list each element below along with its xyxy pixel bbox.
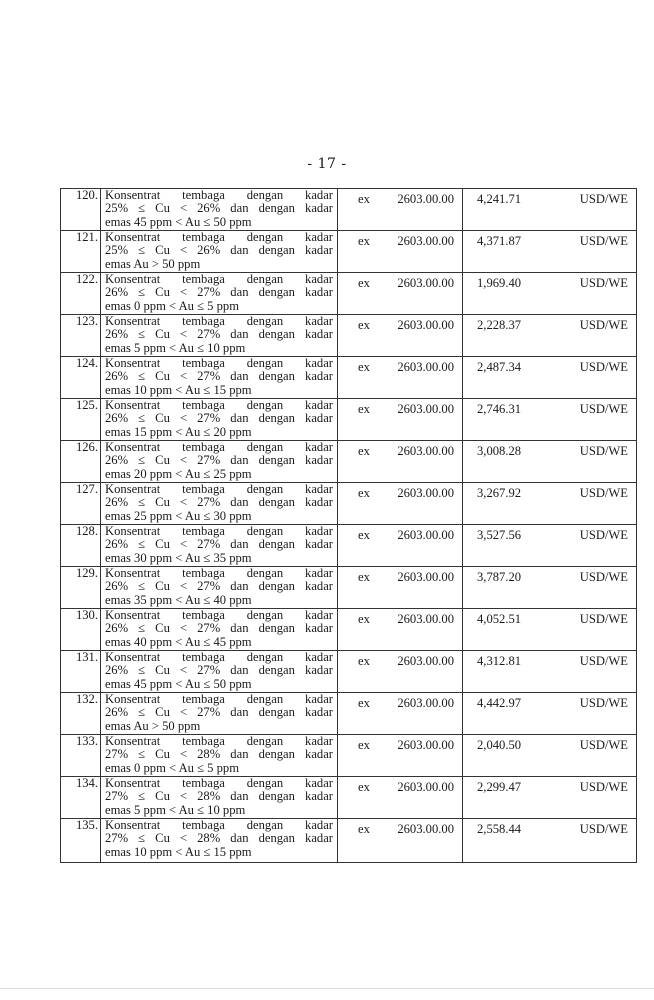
table-row — [61, 651, 637, 693]
hs-code: 2603.00.00 — [397, 192, 454, 206]
row-hs-code-cell — [338, 777, 463, 819]
price-unit: USD/WE — [579, 402, 628, 416]
description-line: 26% ≤ Cu < 27% dan dengan kadar — [105, 537, 333, 552]
row-hs-code-cell — [338, 441, 463, 483]
row-price-cell — [463, 651, 637, 693]
description-line: emas 0 ppm < Au ≤ 5 ppm — [105, 760, 239, 775]
row-number: 131. — [61, 651, 101, 693]
row-price-cell — [463, 777, 637, 819]
row-description — [101, 315, 338, 357]
description-line: Konsentrat tembaga dengan kadar — [105, 566, 333, 580]
row-description — [101, 273, 338, 315]
description-line: emas 15 ppm < Au ≤ 20 ppm — [105, 424, 252, 439]
description-line: Konsentrat tembaga dengan kadar — [105, 482, 333, 496]
description-line: Konsentrat tembaga dengan kadar — [105, 230, 333, 244]
description-line: emas 45 ppm < Au ≤ 50 ppm — [105, 676, 252, 691]
row-price-cell — [463, 315, 637, 357]
row-price-cell — [463, 273, 637, 315]
description-line: Konsentrat tembaga dengan kadar — [105, 608, 333, 622]
table-row — [61, 483, 637, 525]
ex-marker: ex — [358, 444, 370, 458]
price-unit: USD/WE — [579, 276, 628, 290]
hs-code: 2603.00.00 — [397, 528, 454, 542]
ex-marker: ex — [358, 822, 370, 836]
row-description — [101, 525, 338, 567]
description-line: 26% ≤ Cu < 27% dan dengan kadar — [105, 495, 333, 510]
row-number: 132. — [61, 693, 101, 735]
price-unit: USD/WE — [579, 738, 628, 752]
ex-marker: ex — [358, 318, 370, 332]
price-unit: USD/WE — [579, 360, 628, 374]
benchmark-price: 2,299.47 — [477, 780, 522, 794]
table-row — [61, 567, 637, 609]
table-row — [61, 231, 637, 273]
hs-code: 2603.00.00 — [397, 402, 454, 416]
description-line: emas 5 ppm < Au ≤ 10 ppm — [105, 802, 246, 817]
row-price-cell — [463, 525, 637, 567]
row-hs-code-cell — [338, 651, 463, 693]
row-number: 135. — [61, 819, 101, 863]
hs-code: 2603.00.00 — [397, 276, 454, 290]
hs-code: 2603.00.00 — [397, 612, 454, 626]
ex-marker: ex — [358, 696, 370, 710]
description-line: 26% ≤ Cu < 27% dan dengan kadar — [105, 369, 333, 384]
benchmark-price: 3,787.20 — [477, 570, 522, 584]
row-description — [101, 399, 338, 441]
ex-marker: ex — [358, 276, 370, 290]
price-unit: USD/WE — [579, 192, 628, 206]
row-number: 122. — [61, 273, 101, 315]
hs-code: 2603.00.00 — [397, 654, 454, 668]
row-price-cell — [463, 735, 637, 777]
row-hs-code-cell — [338, 273, 463, 315]
hs-code: 2603.00.00 — [397, 318, 454, 332]
row-description — [101, 567, 338, 609]
ex-marker: ex — [358, 360, 370, 374]
description-line: Konsentrat tembaga dengan kadar — [105, 692, 333, 706]
row-number: 120. — [61, 189, 101, 231]
description-line: Konsentrat tembaga dengan kadar — [105, 776, 333, 790]
hs-code: 2603.00.00 — [397, 822, 454, 836]
hs-code: 2603.00.00 — [397, 696, 454, 710]
description-line: 27% ≤ Cu < 28% dan dengan kadar — [105, 831, 333, 846]
benchmark-price: 4,241.71 — [477, 192, 522, 206]
description-line: emas 5 ppm < Au ≤ 10 ppm — [105, 340, 246, 355]
row-description — [101, 777, 338, 819]
row-number: 128. — [61, 525, 101, 567]
description-line: emas Au > 50 ppm — [105, 718, 201, 733]
description-line: Konsentrat tembaga dengan kadar — [105, 440, 333, 454]
row-hs-code-cell — [338, 567, 463, 609]
description-line: 27% ≤ Cu < 28% dan dengan kadar — [105, 747, 333, 762]
benchmark-price: 4,371.87 — [477, 234, 522, 248]
hs-code: 2603.00.00 — [397, 444, 454, 458]
row-hs-code-cell — [338, 609, 463, 651]
ex-marker: ex — [358, 612, 370, 626]
price-unit: USD/WE — [579, 696, 628, 710]
description-line: 25% ≤ Cu < 26% dan dengan kadar — [105, 201, 333, 216]
description-line: 25% ≤ Cu < 26% dan dengan kadar — [105, 243, 333, 258]
row-hs-code-cell — [338, 525, 463, 567]
description-line: 26% ≤ Cu < 27% dan dengan kadar — [105, 621, 333, 636]
benchmark-price: 3,267.92 — [477, 486, 522, 500]
row-number: 133. — [61, 735, 101, 777]
row-number: 134. — [61, 777, 101, 819]
benchmark-price: 1,969.40 — [477, 276, 522, 290]
description-line: Konsentrat tembaga dengan kadar — [105, 356, 333, 370]
table-row — [61, 315, 637, 357]
description-line: Konsentrat tembaga dengan kadar — [105, 818, 333, 832]
price-unit: USD/WE — [579, 570, 628, 584]
ex-marker: ex — [358, 192, 370, 206]
benchmark-price: 2,487.34 — [477, 360, 522, 374]
row-hs-code-cell — [338, 693, 463, 735]
row-hs-code-cell — [338, 357, 463, 399]
row-price-cell — [463, 609, 637, 651]
tariff-table — [60, 188, 637, 863]
hs-code: 2603.00.00 — [397, 234, 454, 248]
description-line: emas Au > 50 ppm — [105, 256, 201, 271]
table-row — [61, 609, 637, 651]
description-line: emas 35 ppm < Au ≤ 40 ppm — [105, 592, 252, 607]
page-number: - 17 - — [307, 156, 347, 172]
price-unit: USD/WE — [579, 234, 628, 248]
table-row — [61, 525, 637, 567]
row-price-cell — [463, 483, 637, 525]
table-row — [61, 693, 637, 735]
ex-marker: ex — [358, 738, 370, 752]
row-number: 130. — [61, 609, 101, 651]
description-line: Konsentrat tembaga dengan kadar — [105, 650, 333, 664]
description-line: 27% ≤ Cu < 28% dan dengan kadar — [105, 789, 333, 804]
row-hs-code-cell — [338, 189, 463, 231]
table-row — [61, 273, 637, 315]
row-description — [101, 819, 338, 863]
row-hs-code-cell — [338, 483, 463, 525]
table-row — [61, 441, 637, 483]
row-price-cell — [463, 357, 637, 399]
row-number: 127. — [61, 483, 101, 525]
page-bottom-rule — [0, 988, 654, 989]
row-price-cell — [463, 189, 637, 231]
ex-marker: ex — [358, 486, 370, 500]
description-line: 26% ≤ Cu < 27% dan dengan kadar — [105, 453, 333, 468]
price-unit: USD/WE — [579, 612, 628, 626]
description-line: Konsentrat tembaga dengan kadar — [105, 314, 333, 328]
ex-marker: ex — [358, 780, 370, 794]
description-line: 26% ≤ Cu < 27% dan dengan kadar — [105, 663, 333, 678]
row-price-cell — [463, 567, 637, 609]
row-number: 126. — [61, 441, 101, 483]
benchmark-price: 4,312.81 — [477, 654, 522, 668]
tariff-table-body — [61, 189, 637, 863]
description-line: Konsentrat tembaga dengan kadar — [105, 272, 333, 286]
hs-code: 2603.00.00 — [397, 570, 454, 584]
description-line: Konsentrat tembaga dengan kadar — [105, 524, 333, 538]
benchmark-price: 2,558.44 — [477, 822, 522, 836]
row-price-cell — [463, 819, 637, 863]
ex-marker: ex — [358, 528, 370, 542]
description-line: 26% ≤ Cu < 27% dan dengan kadar — [105, 579, 333, 594]
benchmark-price: 4,052.51 — [477, 612, 522, 626]
description-line: emas 45 ppm < Au ≤ 50 ppm — [105, 214, 252, 229]
row-hs-code-cell — [338, 315, 463, 357]
benchmark-price: 2,228.37 — [477, 318, 522, 332]
description-line: Konsentrat tembaga dengan kadar — [105, 398, 333, 412]
ex-marker: ex — [358, 570, 370, 584]
benchmark-price: 4,442.97 — [477, 696, 522, 710]
table-row — [61, 399, 637, 441]
description-line: Konsentrat tembaga dengan kadar — [105, 188, 333, 202]
price-unit: USD/WE — [579, 528, 628, 542]
table-row — [61, 357, 637, 399]
description-line: emas 25 ppm < Au ≤ 30 ppm — [105, 508, 252, 523]
row-description — [101, 735, 338, 777]
description-line: emas 20 ppm < Au ≤ 25 ppm — [105, 466, 252, 481]
ex-marker: ex — [358, 234, 370, 248]
benchmark-price: 3,527.56 — [477, 528, 522, 542]
row-description — [101, 693, 338, 735]
table-row — [61, 189, 637, 231]
row-description — [101, 441, 338, 483]
description-line: 26% ≤ Cu < 27% dan dengan kadar — [105, 705, 333, 720]
row-number: 123. — [61, 315, 101, 357]
description-line: 26% ≤ Cu < 27% dan dengan kadar — [105, 327, 333, 342]
price-unit: USD/WE — [579, 780, 628, 794]
row-number: 121. — [61, 231, 101, 273]
row-description — [101, 651, 338, 693]
hs-code: 2603.00.00 — [397, 738, 454, 752]
description-line: 26% ≤ Cu < 27% dan dengan kadar — [105, 285, 333, 300]
row-hs-code-cell — [338, 735, 463, 777]
row-description — [101, 357, 338, 399]
row-hs-code-cell — [338, 399, 463, 441]
table-row — [61, 819, 637, 863]
row-price-cell — [463, 231, 637, 273]
price-unit: USD/WE — [579, 822, 628, 836]
row-price-cell — [463, 693, 637, 735]
row-price-cell — [463, 399, 637, 441]
benchmark-price: 3,008.28 — [477, 444, 522, 458]
price-unit: USD/WE — [579, 654, 628, 668]
row-hs-code-cell — [338, 231, 463, 273]
row-description — [101, 609, 338, 651]
row-hs-code-cell — [338, 819, 463, 863]
description-line: emas 10 ppm < Au ≤ 15 ppm — [105, 844, 252, 859]
row-description — [101, 189, 338, 231]
price-unit: USD/WE — [579, 486, 628, 500]
description-line: 26% ≤ Cu < 27% dan dengan kadar — [105, 411, 333, 426]
row-number: 124. — [61, 357, 101, 399]
price-unit: USD/WE — [579, 318, 628, 332]
hs-code: 2603.00.00 — [397, 360, 454, 374]
price-unit: USD/WE — [579, 444, 628, 458]
description-line: emas 0 ppm < Au ≤ 5 ppm — [105, 298, 239, 313]
row-number: 129. — [61, 567, 101, 609]
ex-marker: ex — [358, 402, 370, 416]
description-line: emas 30 ppm < Au ≤ 35 ppm — [105, 550, 252, 565]
row-description — [101, 231, 338, 273]
table-row — [61, 735, 637, 777]
ex-marker: ex — [358, 654, 370, 668]
description-line: emas 10 ppm < Au ≤ 15 ppm — [105, 382, 252, 397]
description-line: Konsentrat tembaga dengan kadar — [105, 734, 333, 748]
row-price-cell — [463, 441, 637, 483]
hs-code: 2603.00.00 — [397, 486, 454, 500]
row-description — [101, 483, 338, 525]
table-row — [61, 777, 637, 819]
hs-code: 2603.00.00 — [397, 780, 454, 794]
description-line: emas 40 ppm < Au ≤ 45 ppm — [105, 634, 252, 649]
benchmark-price: 2,040.50 — [477, 738, 522, 752]
benchmark-price: 2,746.31 — [477, 402, 522, 416]
row-number: 125. — [61, 399, 101, 441]
